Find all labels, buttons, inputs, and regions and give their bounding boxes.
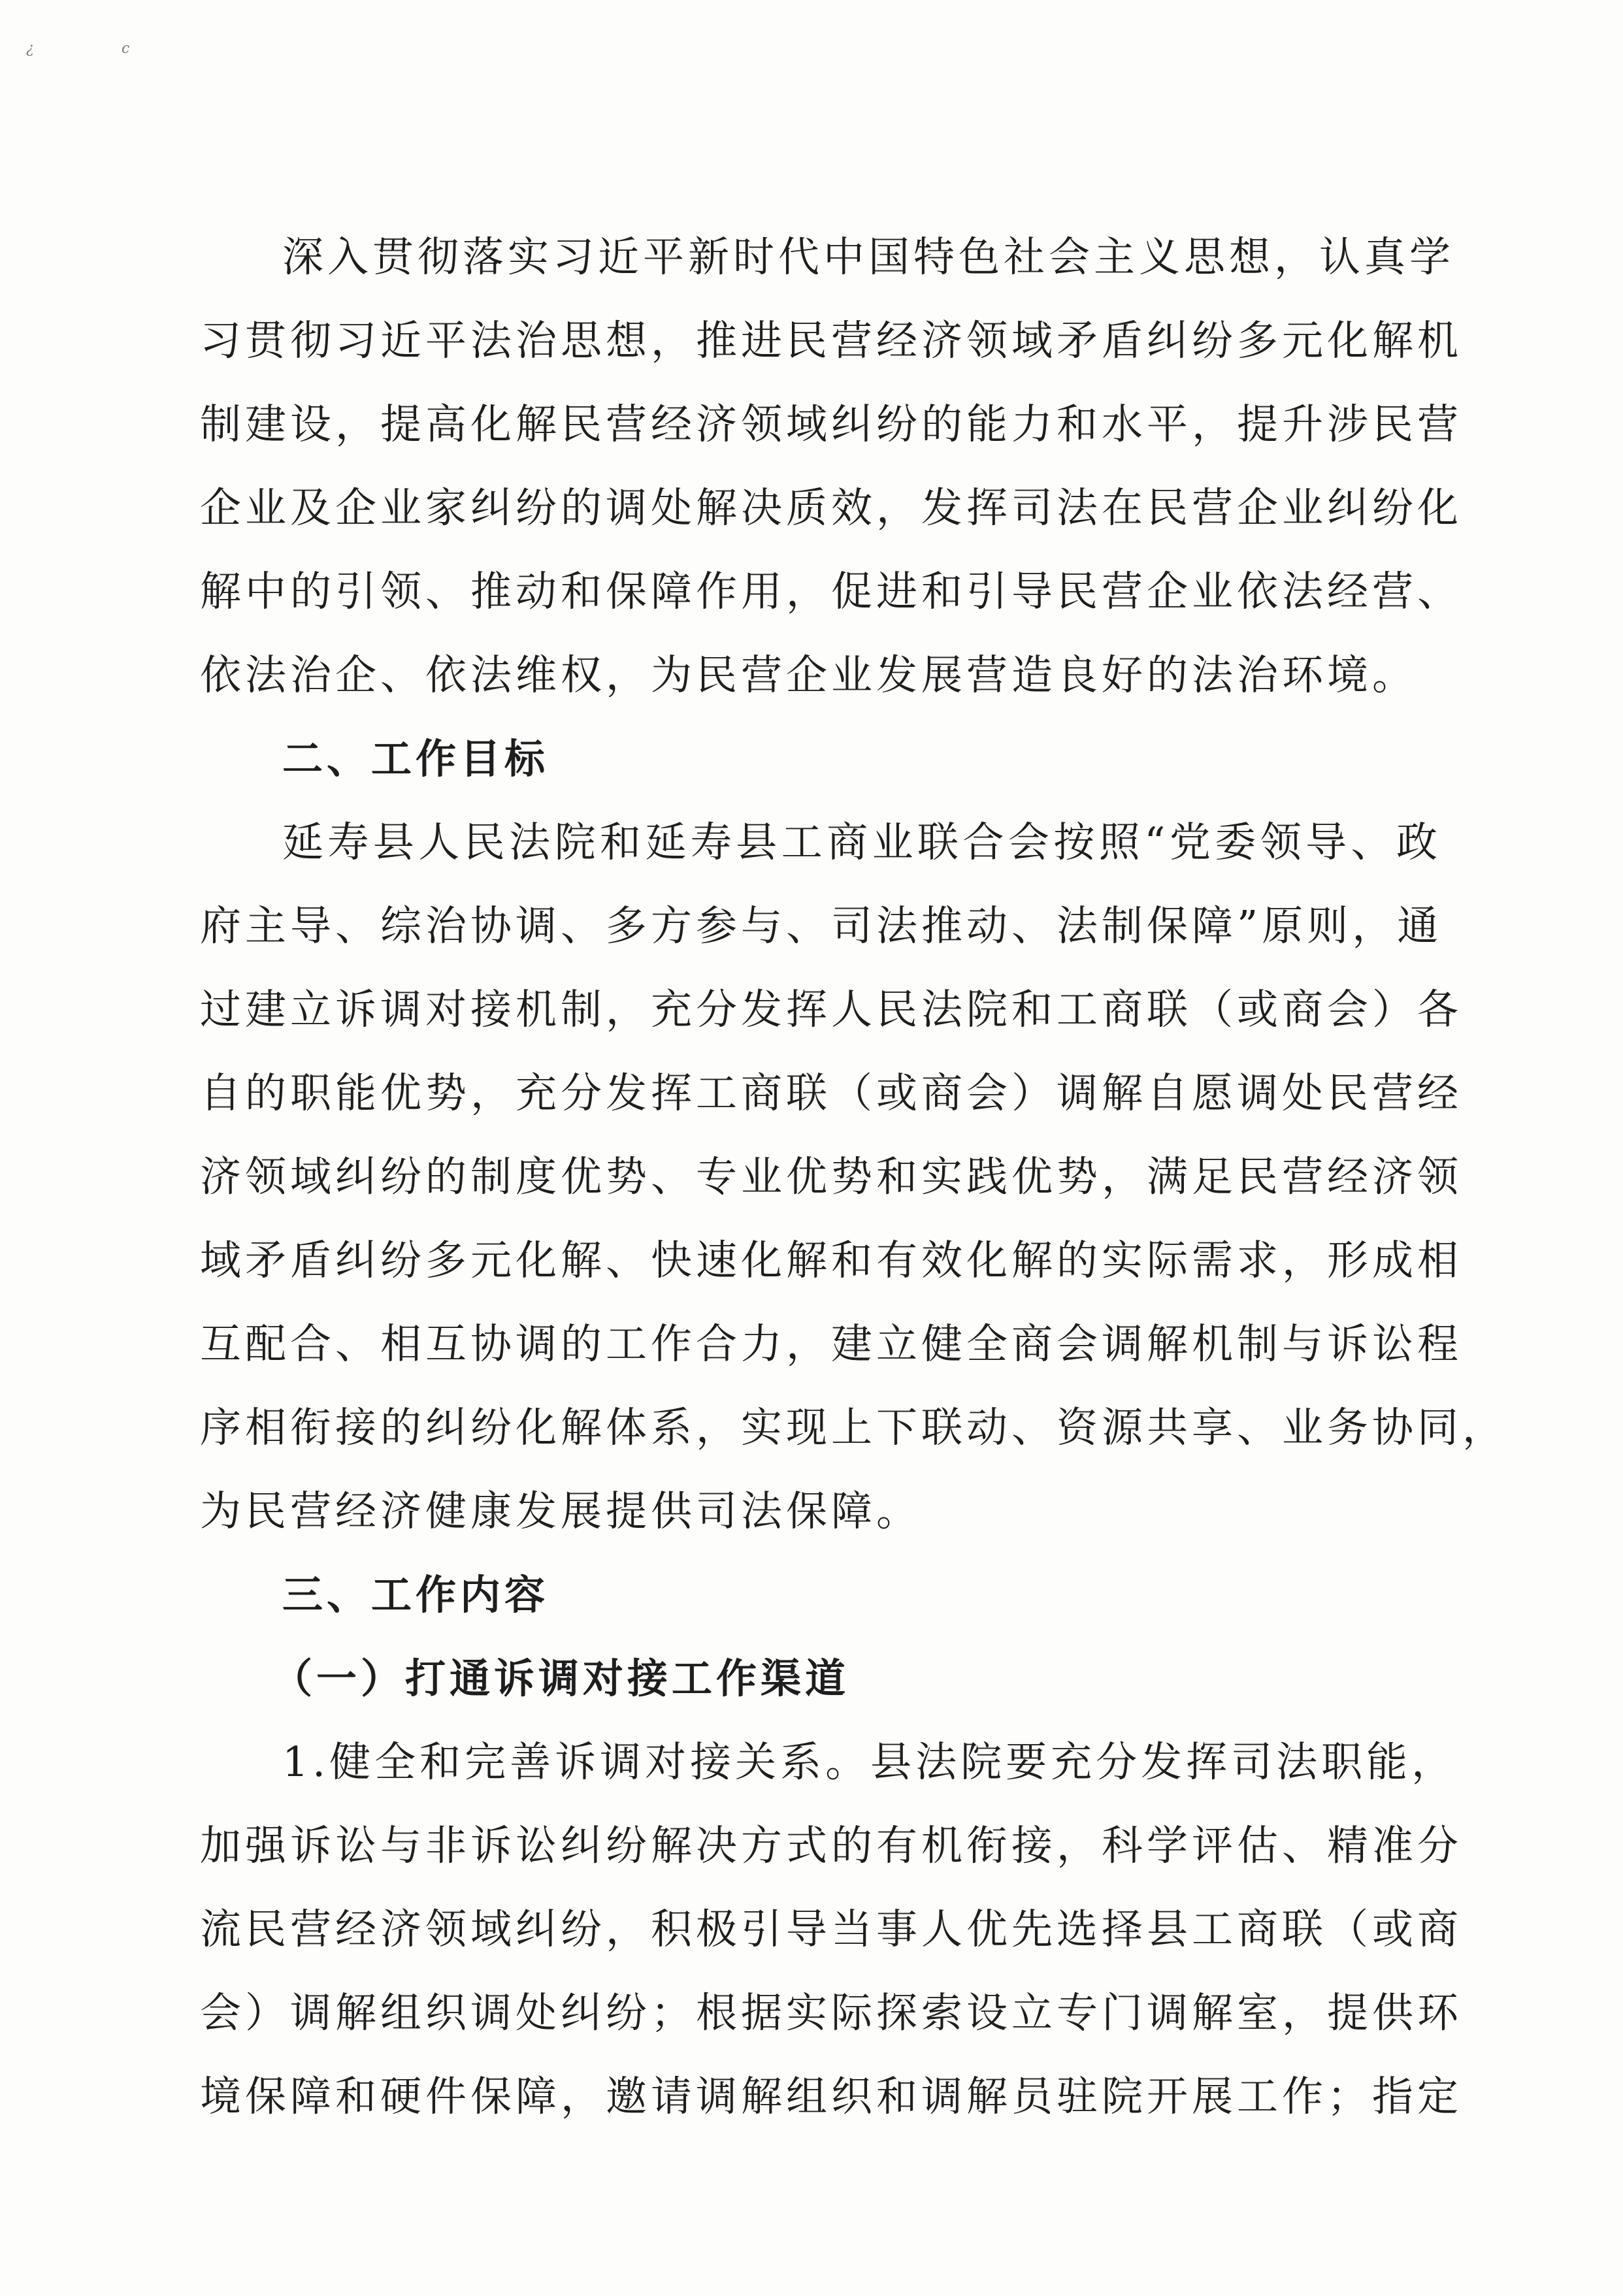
text-line: 互配合、相互协调的工作合力，建立健全商会调解机制与诉讼程 (200, 1320, 1462, 1368)
text-line: 依法治企、依法维权，为民营企业发展营造良好的法治环境。 (200, 651, 1417, 699)
document-body (200, 216, 1507, 2139)
scan-mark: c (122, 40, 130, 57)
text-line: 济领域纠纷的制度优势、专业优势和实践优势，满足民营经济领 (200, 1153, 1462, 1201)
text-line: 延寿县人民法院和延寿县工商业联合会按照“党委领导、政 (282, 818, 1441, 866)
section-heading-work-goals: 二、工作目标 (282, 735, 549, 783)
text-line: 序相衔接的纠纷化解体系，实现上下联动、资源共享、业务协同， (200, 1404, 1507, 1451)
text-line: 为民营经济健康发展提供司法保障。 (200, 1487, 921, 1535)
text-line: 域矛盾纠纷多元化解、快速化解和有效化解的实际需求，形成相 (200, 1237, 1462, 1284)
text-line: 流民营经济领域纠纷，积极引导当事人优先选择县工商联（或商 (200, 1905, 1462, 1953)
text-line: 自的职能优势，充分发挥工商联（或商会）调解自愿调处民营经 (200, 1069, 1462, 1117)
text-line: 加强诉讼与非诉讼纠纷解决方式的有机衔接，科学评估、精准分 (200, 1822, 1462, 1869)
text-line: 境保障和硬件保障，邀请调解组织和调解员驻院开展工作；指定 (200, 2073, 1462, 2120)
text-line: 府主导、综治协调、多方参与、司法推动、法制保障”原则，通 (200, 902, 1443, 950)
text-line: 制建设，提高化解民营经济领域纠纷的能力和水平，提升涉民营 (200, 400, 1462, 448)
section-heading-work-content: 三、工作内容 (282, 1571, 549, 1619)
work-goals-paragraph (200, 801, 1507, 1553)
work-content-paragraph (200, 1721, 1462, 2139)
text-line: 企业及企业家纠纷的调处解决质效，发挥司法在民营企业纠纷化 (200, 484, 1462, 532)
text-line: 习贯彻习近平法治思想，推进民营经济领域矛盾纠纷多元化解机 (200, 317, 1462, 364)
intro-paragraph (200, 216, 1462, 717)
scan-mark: ¿ (26, 40, 34, 57)
text-line: 深入贯彻落实习近平新时代中国特色社会主义思想，认真学 (282, 233, 1454, 281)
text-line: 会）调解组织调处纠纷；根据实际探索设立专门调解室，提供环 (200, 1989, 1462, 2037)
text-line: 过建立诉调对接机制，充分发挥人民法院和工商联（或商会）各 (200, 986, 1462, 1033)
text-line: 解中的引领、推动和保障作用，促进和引导民营企业依法经营、 (200, 568, 1462, 615)
subsection-heading: （一）打通诉调对接工作渠道 (272, 1655, 850, 1702)
text-line: 1.健全和完善诉调对接关系。县法院要充分发挥司法职能， (282, 1738, 1457, 1786)
